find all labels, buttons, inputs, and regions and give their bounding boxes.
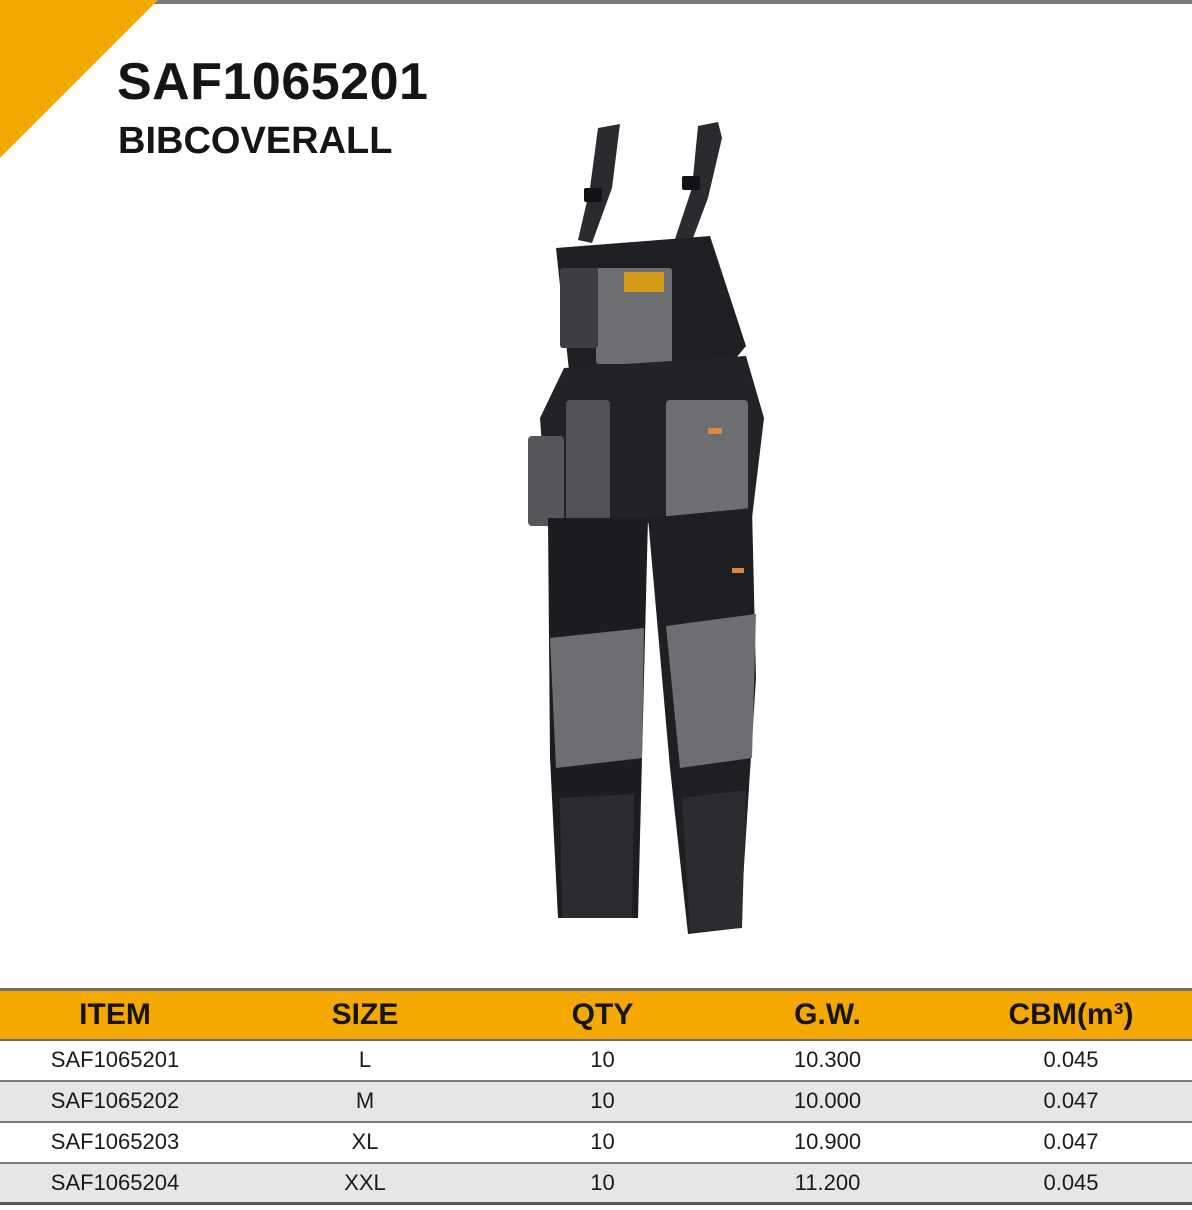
header-cbm: CBM(m³) — [950, 990, 1192, 1040]
cell-item: SAF1065202 — [0, 1081, 230, 1122]
cell-size: L — [230, 1040, 500, 1081]
cell-item: SAF1065201 — [0, 1040, 230, 1081]
table-row — [0, 1040, 1192, 1081]
specs-table — [0, 988, 1192, 1205]
cell-gw: 10.300 — [705, 1040, 950, 1081]
leg-tag — [732, 568, 744, 573]
cell-cbm: 0.047 — [950, 1122, 1192, 1163]
header-gw: G.W. — [705, 990, 950, 1040]
cell-qty: 10 — [500, 1081, 705, 1122]
left-shin-panel — [560, 794, 634, 918]
left-knee-panel — [550, 628, 644, 768]
front-right-pocket — [666, 400, 748, 528]
table-row — [0, 1122, 1192, 1163]
product-code: SAF1065201 — [117, 53, 429, 111]
table-row — [0, 1163, 1192, 1204]
cell-qty: 10 — [500, 1040, 705, 1081]
table-row — [0, 1081, 1192, 1122]
cell-item: SAF1065204 — [0, 1163, 230, 1204]
header-qty: QTY — [500, 990, 705, 1040]
cell-qty: 10 — [500, 1163, 705, 1204]
cell-cbm: 0.045 — [950, 1163, 1192, 1204]
right-knee-panel — [666, 614, 756, 768]
bib-label — [624, 272, 664, 292]
cell-cbm: 0.047 — [950, 1081, 1192, 1122]
header-size: SIZE — [230, 990, 500, 1040]
left-strap — [578, 124, 620, 243]
left-front-pocket — [566, 400, 610, 528]
cell-gw: 10.000 — [705, 1081, 950, 1122]
pocket-tag — [708, 428, 722, 434]
top-border — [0, 0, 1192, 4]
header-item: ITEM — [0, 990, 230, 1040]
cell-gw: 11.200 — [705, 1163, 950, 1204]
cell-size: XL — [230, 1122, 500, 1163]
cell-size: M — [230, 1081, 500, 1122]
cell-size: XXL — [230, 1163, 500, 1204]
left-buckle — [584, 188, 602, 202]
product-name: BIBCOVERALL — [118, 120, 393, 162]
right-shin-panel — [682, 790, 746, 932]
cell-qty: 10 — [500, 1122, 705, 1163]
left-hip-pocket — [528, 436, 564, 526]
right-buckle — [682, 176, 700, 190]
bib-overall-image — [520, 118, 780, 938]
cell-item: SAF1065203 — [0, 1122, 230, 1163]
cell-gw: 10.900 — [705, 1122, 950, 1163]
cell-cbm: 0.045 — [950, 1040, 1192, 1081]
table-header-row — [0, 990, 1192, 1040]
bib-small-pocket — [560, 268, 598, 348]
